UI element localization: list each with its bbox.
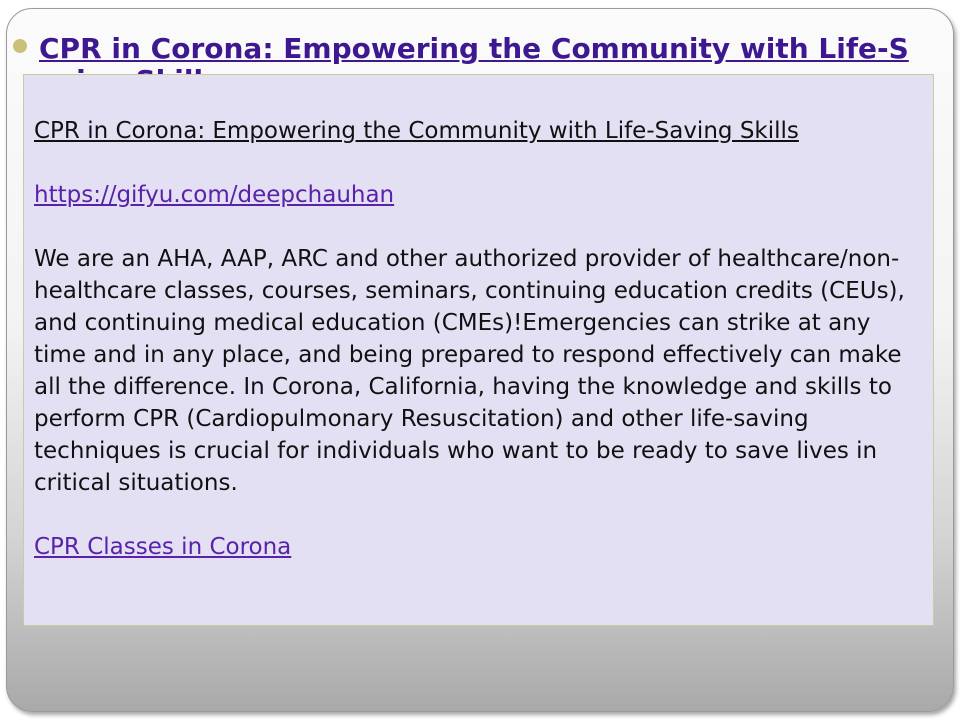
popup-title: CPR in Corona: Empowering the Community with Life-Saving Skills [34,118,799,144]
cpr-classes-link[interactable]: CPR Classes in Corona [34,534,292,560]
hover-popup [23,74,934,626]
popup-url-link[interactable]: https://gifyu.com/deepchauhan [34,182,395,208]
popup-body-text: We are an AHA, AAP, ARC and other authorized provider of healthcare/non-healthcare classes, courses, seminars, continuing education credits (CEUs), and continuing medical education (CMEs)!Emergencies can strike at any time and in any place, and being prepared to respond effectively can make all the difference. In Corona, California, having the knowledge and skills to perform CPR (Cardiopulmonary Resuscitation) and other life-saving techniques is crucial for individuals who want to be ready to save lives in critical situations. [34,246,905,496]
bullet-icon [13,39,27,53]
slide-title-link[interactable]: CPR in Corona: Empowering the Community with Life-S [39,33,909,65]
